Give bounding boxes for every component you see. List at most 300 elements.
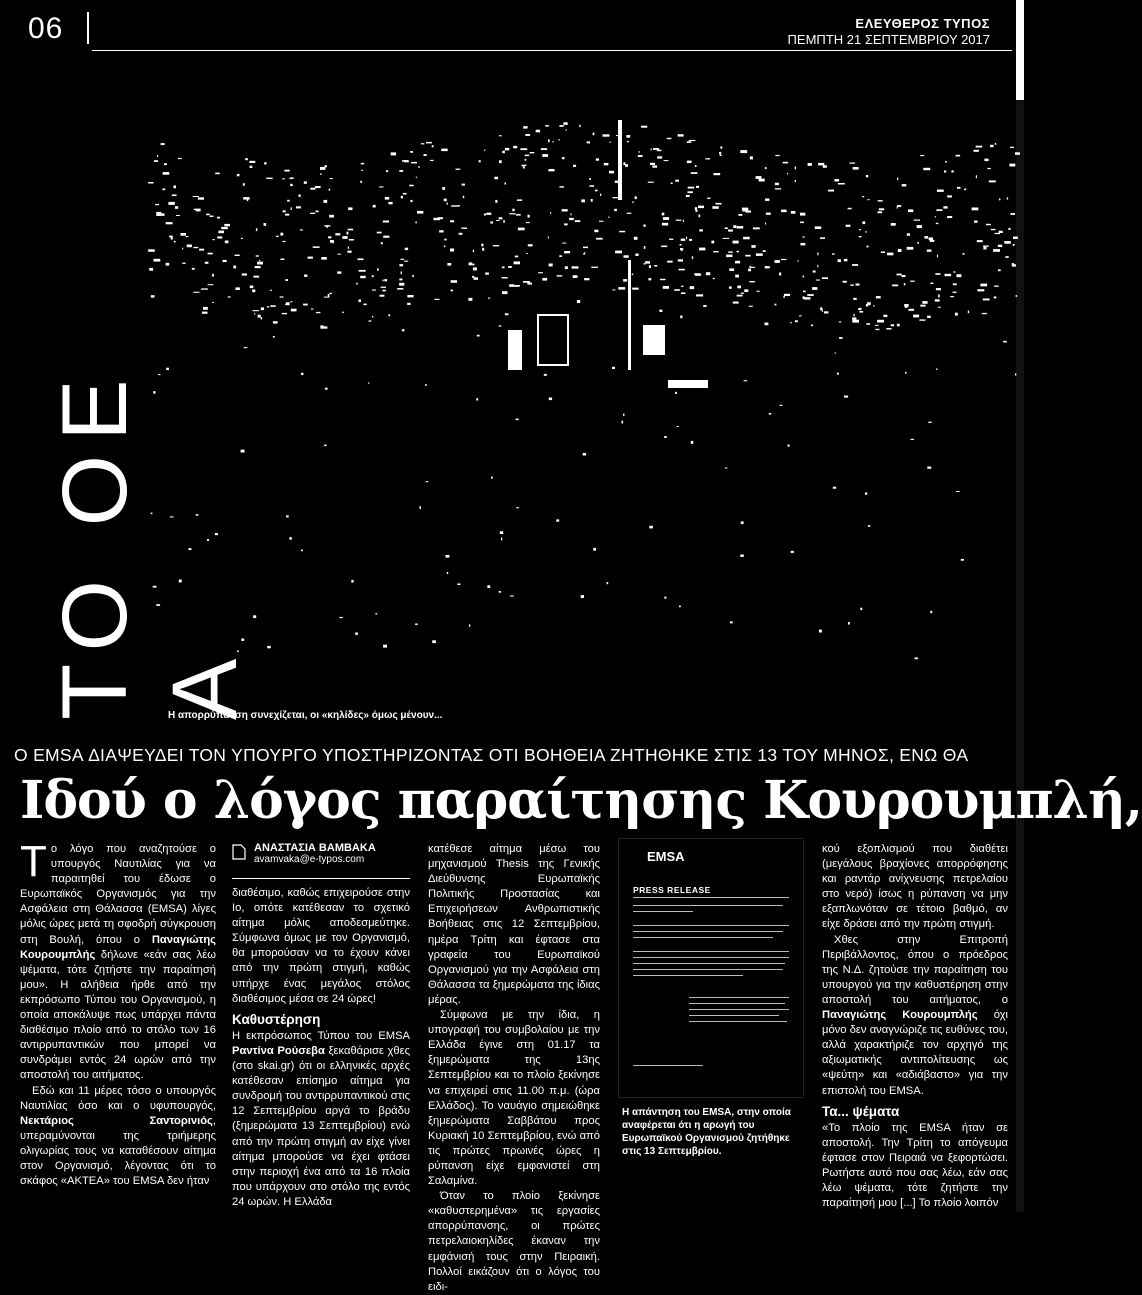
light-speck xyxy=(184,263,186,264)
light-speck xyxy=(753,227,760,229)
light-speck xyxy=(280,233,283,236)
light-speck xyxy=(544,374,547,376)
light-speck xyxy=(530,152,535,153)
emsa-logo: EMSA xyxy=(647,849,685,864)
light-speck xyxy=(791,551,794,553)
light-speck xyxy=(148,249,155,252)
paragraph xyxy=(20,837,216,1084)
light-speck xyxy=(980,284,987,287)
light-speck xyxy=(196,514,199,516)
light-speck xyxy=(223,260,227,262)
light-speck xyxy=(784,294,790,296)
light-speck xyxy=(282,313,287,314)
light-speck xyxy=(680,248,683,250)
light-speck xyxy=(525,155,530,157)
publication-date: ΠΕΜΠΤΗ 21 ΣΕΠΤΕΜΒΡΙΟΥ 2017 xyxy=(787,32,990,47)
paragraph: Σύμφωνα με την ίδια, η υπογραφή του συμβολαίου με την Ελλάδα έγινε στη 01.17 τα ξημερώματα της 13ης Σεπτεμβρίου και το πλοίο ξεκίνησε να επιχειρεί στις 11.00 π.μ. (ώρα Ελλάδος). Το ναυάγιο σημειώθηκε ξημερώματα Σαββάτου προς Κυριακή 10 Σεπτεμβρίου, ενώ από τις πρώτες πρωινές ώρες η ρύπανση είχε εμφανιστεί στη Σαλαμίνα. xyxy=(428,1009,600,1188)
light-speck xyxy=(342,236,347,239)
light-speck xyxy=(892,285,898,287)
light-speck xyxy=(329,215,334,218)
light-speck xyxy=(664,597,666,599)
light-speck xyxy=(848,622,850,625)
light-speck xyxy=(379,186,383,187)
light-speck xyxy=(852,264,858,266)
light-speck xyxy=(250,166,253,168)
light-speck xyxy=(281,259,285,261)
light-speck xyxy=(820,307,822,310)
light-speck xyxy=(166,263,170,266)
light-speck xyxy=(369,320,372,321)
light-speck xyxy=(217,236,222,238)
light-speck xyxy=(680,244,682,246)
light-speck xyxy=(943,206,947,208)
light-speck xyxy=(745,255,750,257)
light-speck xyxy=(405,248,408,250)
light-speck xyxy=(1015,373,1016,375)
light-speck xyxy=(198,197,204,199)
light-speck xyxy=(253,310,260,311)
page-number: 06 xyxy=(28,12,64,45)
light-speck xyxy=(1012,263,1014,266)
light-speck xyxy=(254,313,255,314)
light-speck xyxy=(463,196,464,199)
light-speck xyxy=(571,213,572,215)
light-speck xyxy=(787,173,788,174)
light-speck xyxy=(172,194,177,196)
light-speck xyxy=(983,246,989,247)
light-speck xyxy=(426,142,432,144)
light-speck xyxy=(325,388,328,390)
light-speck xyxy=(514,261,520,264)
light-speck xyxy=(359,299,362,302)
light-speck xyxy=(450,220,454,222)
light-speck xyxy=(918,242,919,244)
light-speck xyxy=(457,584,460,586)
light-speck xyxy=(813,271,816,273)
light-speck xyxy=(252,289,255,292)
light-speck xyxy=(479,160,481,162)
light-speck xyxy=(591,199,593,202)
light-speck xyxy=(920,155,924,156)
light-speck xyxy=(233,266,236,269)
light-speck xyxy=(736,251,739,253)
light-speck xyxy=(472,264,474,266)
vertical-section-title: ΤΟ ΟΕ Α xyxy=(44,365,256,720)
light-speck xyxy=(774,304,776,306)
light-speck xyxy=(995,143,996,145)
light-speck xyxy=(572,266,579,268)
light-speck xyxy=(347,232,349,235)
light-speck xyxy=(654,265,657,267)
light-speck xyxy=(876,296,881,298)
light-speck xyxy=(510,595,514,596)
light-speck xyxy=(542,278,547,281)
light-speck xyxy=(699,248,705,251)
light-speck xyxy=(523,166,525,168)
light-speck xyxy=(765,223,766,225)
light-speck xyxy=(995,233,1001,234)
light-speck xyxy=(661,246,667,248)
author-byline xyxy=(232,842,410,865)
light-speck xyxy=(765,167,767,169)
light-speck xyxy=(833,487,836,489)
light-speck xyxy=(417,211,423,214)
light-speck xyxy=(179,580,182,583)
person-name: Παναγιώτης Κουρουμπλής xyxy=(20,933,216,961)
photo-caption: Η απορρύπανση συνεχίζεται, οι «κηλίδες» όμως μένουν... xyxy=(168,710,443,721)
light-speck xyxy=(496,220,500,221)
light-speck xyxy=(877,211,882,213)
light-speck xyxy=(250,286,254,289)
light-speck xyxy=(410,151,413,153)
light-speck xyxy=(669,239,673,240)
light-speck xyxy=(304,275,307,277)
light-speck xyxy=(756,176,762,179)
light-speck xyxy=(976,175,977,178)
light-speck xyxy=(164,163,167,165)
light-speck xyxy=(562,157,564,159)
light-speck xyxy=(298,195,300,197)
light-speck xyxy=(280,296,284,297)
light-speck xyxy=(687,161,692,164)
light-speck xyxy=(657,150,662,152)
light-speck xyxy=(989,180,996,182)
document-icon xyxy=(232,844,246,860)
light-speck xyxy=(526,222,530,223)
light-speck xyxy=(740,555,744,557)
light-speck xyxy=(502,267,505,269)
light-speck xyxy=(737,295,743,297)
light-speck xyxy=(623,279,627,282)
light-speck xyxy=(243,183,245,186)
light-speck xyxy=(936,288,941,290)
page-number-divider xyxy=(87,12,89,44)
light-speck xyxy=(749,306,753,307)
light-speck xyxy=(154,160,158,162)
light-speck xyxy=(742,209,747,211)
light-speck xyxy=(859,311,863,313)
light-speck xyxy=(399,279,402,281)
light-speck xyxy=(844,396,848,398)
light-speck xyxy=(680,316,682,319)
light-speck xyxy=(562,243,566,244)
light-speck xyxy=(267,306,269,307)
light-speck xyxy=(347,251,351,253)
light-speck xyxy=(964,189,966,191)
light-speck xyxy=(686,237,687,240)
light-speck xyxy=(415,222,416,224)
light-speck xyxy=(650,163,655,165)
light-speck xyxy=(1010,147,1014,148)
light-speck xyxy=(937,255,938,258)
text-line xyxy=(633,1065,703,1066)
light-speck xyxy=(256,255,259,256)
light-speck xyxy=(898,251,902,252)
light-speck xyxy=(741,293,744,294)
light-speck xyxy=(867,246,869,248)
light-speck xyxy=(593,133,595,136)
light-speck xyxy=(875,329,879,330)
light-speck xyxy=(748,269,751,272)
light-speck xyxy=(875,325,878,326)
light-speck xyxy=(169,236,173,238)
light-speck xyxy=(632,274,633,276)
text-line xyxy=(633,905,783,906)
light-speck xyxy=(162,189,165,191)
light-speck xyxy=(273,336,275,337)
light-speck xyxy=(853,167,859,170)
light-speck xyxy=(649,265,651,268)
light-speck xyxy=(891,223,896,226)
light-speck xyxy=(296,206,301,208)
light-speck xyxy=(937,190,944,192)
light-speck xyxy=(599,221,604,222)
light-speck xyxy=(790,322,791,324)
light-speck xyxy=(780,405,783,406)
light-speck xyxy=(612,367,615,369)
light-speck xyxy=(399,283,404,286)
light-speck xyxy=(735,275,739,278)
light-speck xyxy=(812,287,817,290)
light-speck xyxy=(735,261,740,264)
text-line xyxy=(633,911,693,912)
light-speck xyxy=(897,178,898,181)
text-line xyxy=(689,997,789,998)
light-speck xyxy=(476,398,478,400)
light-speck xyxy=(613,197,619,198)
light-speck xyxy=(744,380,748,381)
author-rule xyxy=(232,878,410,879)
light-speck xyxy=(726,255,732,258)
light-speck xyxy=(983,299,990,301)
light-speck xyxy=(984,159,988,162)
light-speck xyxy=(348,247,349,249)
light-speck xyxy=(484,213,486,215)
light-speck xyxy=(236,287,240,290)
light-speck xyxy=(623,414,625,416)
light-speck xyxy=(828,190,834,192)
light-speck xyxy=(756,253,763,256)
light-speck xyxy=(550,212,551,214)
light-speck xyxy=(259,260,260,261)
light-speck xyxy=(695,165,697,167)
light-speck xyxy=(257,262,263,265)
light-speck xyxy=(178,158,182,159)
light-speck xyxy=(648,278,651,280)
light-speck xyxy=(253,615,256,618)
light-speck xyxy=(541,148,547,150)
light-speck xyxy=(505,148,509,151)
light-speck xyxy=(765,323,769,326)
light-speck xyxy=(212,302,214,303)
light-speck xyxy=(575,220,581,222)
light-speck xyxy=(416,177,417,178)
light-speck xyxy=(652,165,657,167)
light-speck xyxy=(600,194,601,196)
light-speck xyxy=(659,310,662,312)
light-speck xyxy=(505,313,509,315)
light-speck xyxy=(832,253,835,254)
light-speck xyxy=(564,223,568,225)
light-speck xyxy=(244,347,248,348)
light-speck xyxy=(663,217,669,220)
light-speck xyxy=(495,200,497,203)
light-speck xyxy=(854,314,855,316)
light-speck xyxy=(372,290,376,291)
light-speck xyxy=(159,213,165,216)
light-speck xyxy=(291,301,293,302)
light-speck xyxy=(337,271,341,273)
light-speck xyxy=(208,253,213,255)
light-speck xyxy=(953,283,957,285)
light-speck xyxy=(848,208,852,210)
light-speck xyxy=(683,220,684,222)
light-speck xyxy=(609,142,610,143)
light-speck xyxy=(536,130,540,133)
light-speck xyxy=(481,244,483,247)
light-speck xyxy=(528,244,533,246)
light-speck xyxy=(548,169,554,171)
light-speck xyxy=(324,445,327,447)
light-speck xyxy=(953,292,957,293)
light-speck xyxy=(589,185,594,187)
light-speck xyxy=(852,317,856,320)
light-speck xyxy=(728,251,733,252)
light-speck xyxy=(609,171,614,174)
light-speck xyxy=(373,205,376,208)
light-speck xyxy=(525,159,527,161)
light-speck xyxy=(819,630,822,633)
author-email[interactable]: avamvaka@e-typos.com xyxy=(254,854,365,865)
light-speck xyxy=(282,178,285,179)
light-speck xyxy=(224,224,230,226)
light-speck xyxy=(878,200,883,201)
light-speck xyxy=(486,213,491,215)
light-speck xyxy=(692,256,693,259)
light-speck xyxy=(397,288,403,290)
light-speck xyxy=(733,302,739,304)
light-speck xyxy=(737,226,744,228)
light-speck xyxy=(866,323,870,325)
light-speck xyxy=(181,233,187,236)
light-speck xyxy=(886,328,891,330)
light-speck xyxy=(360,276,366,278)
light-speck xyxy=(579,125,580,127)
light-speck xyxy=(957,274,962,277)
person-name: Ραντίνα Ρούσεβα xyxy=(232,1044,325,1057)
light-speck xyxy=(914,220,920,221)
light-speck xyxy=(421,143,425,144)
light-speck xyxy=(844,259,848,261)
light-speck xyxy=(723,238,730,239)
light-speck xyxy=(881,252,885,254)
light-speck xyxy=(203,307,208,310)
text-line xyxy=(689,1015,779,1016)
light-speck xyxy=(300,229,303,230)
light-speck xyxy=(675,392,677,394)
light-speck xyxy=(324,200,328,203)
light-speck xyxy=(902,184,907,186)
light-speck xyxy=(206,214,210,216)
light-speck xyxy=(713,251,719,252)
light-speck xyxy=(517,199,522,201)
light-speck xyxy=(991,229,996,230)
light-speck xyxy=(919,319,925,320)
light-speck xyxy=(622,421,624,424)
light-speck xyxy=(917,225,922,228)
light-speck xyxy=(922,301,927,304)
publication-name: ΕΛΕΥΘΕΡΟΣ ΤΥΠΟΣ xyxy=(855,16,990,31)
light-speck xyxy=(291,309,297,312)
text-run: δήλωνε «εάν σας λέω ψέματα, τότε ζητήστε την παραίτησή μου». Η αλήθεια ήρθε από την εκπρόσωπο Τύπου του Οργανισμού, η οποία αποκάλυψε πως υπάρχει πάντα διαθέσιμο πλοίο από το στόλο των 16 αντιρρυπαντικών που μπορεί να συνδράμει εντός 24 ωρών από την αποστολή του αιτήματος. xyxy=(20,948,216,1082)
light-speck xyxy=(285,214,289,216)
light-speck xyxy=(157,155,158,157)
light-speck xyxy=(425,384,427,386)
light-speck xyxy=(225,241,229,244)
drop-cap: Τ xyxy=(20,837,47,886)
light-speck xyxy=(908,209,913,212)
light-speck xyxy=(653,148,659,150)
light-speck xyxy=(835,353,837,354)
light-speck xyxy=(316,312,321,313)
light-speck xyxy=(1008,228,1010,230)
light-speck xyxy=(664,160,669,161)
light-speck xyxy=(193,196,199,197)
text-line xyxy=(633,937,773,938)
light-speck xyxy=(462,228,468,229)
text-line xyxy=(633,957,789,958)
light-speck xyxy=(699,229,703,231)
light-speck xyxy=(176,215,180,216)
light-speck xyxy=(542,154,548,157)
light-speck xyxy=(1003,341,1007,343)
light-speck xyxy=(245,158,248,160)
light-speck xyxy=(210,216,214,218)
light-speck xyxy=(168,202,174,205)
light-speck xyxy=(174,241,176,243)
light-speck xyxy=(330,178,333,179)
light-speck xyxy=(348,207,352,210)
light-speck xyxy=(938,307,941,308)
light-speck xyxy=(930,611,932,613)
light-speck xyxy=(897,207,898,209)
light-speck xyxy=(432,145,434,147)
light-speck xyxy=(1015,152,1020,155)
light-speck xyxy=(795,167,796,170)
light-speck xyxy=(913,315,919,318)
paragraph: διαθέσιμο, καθώς επιχειρούσε στην Ιο, οπότε κατέθεσαν το σχετικό αίτημα μόλις αποδεσμεύτηκε. Σύμφωνα όμως με τον Οργανισμό, θα μπορούσαν να το έχουν κάνει από την πρώτη στιγμή, καθώς υπήρχε ένας μεγάλος στόλος διαθέσιμος μέσα σε 24 ώρες! xyxy=(232,887,410,1005)
light-speck xyxy=(820,237,825,239)
light-speck xyxy=(287,200,290,202)
light-speck xyxy=(330,240,334,243)
light-speck xyxy=(401,259,405,260)
light-speck xyxy=(662,223,668,226)
light-speck xyxy=(401,272,402,275)
light-speck xyxy=(716,203,722,205)
light-speck xyxy=(564,251,570,253)
light-speck xyxy=(687,141,692,143)
light-speck xyxy=(502,277,508,278)
light-speck xyxy=(679,269,685,271)
light-speck xyxy=(450,249,454,252)
article-column-3 xyxy=(428,842,600,1295)
light-speck xyxy=(557,275,563,276)
light-speck xyxy=(816,280,820,281)
light-speck xyxy=(945,161,947,163)
light-speck xyxy=(850,285,853,286)
light-speck xyxy=(781,259,787,260)
light-speck xyxy=(321,257,327,260)
